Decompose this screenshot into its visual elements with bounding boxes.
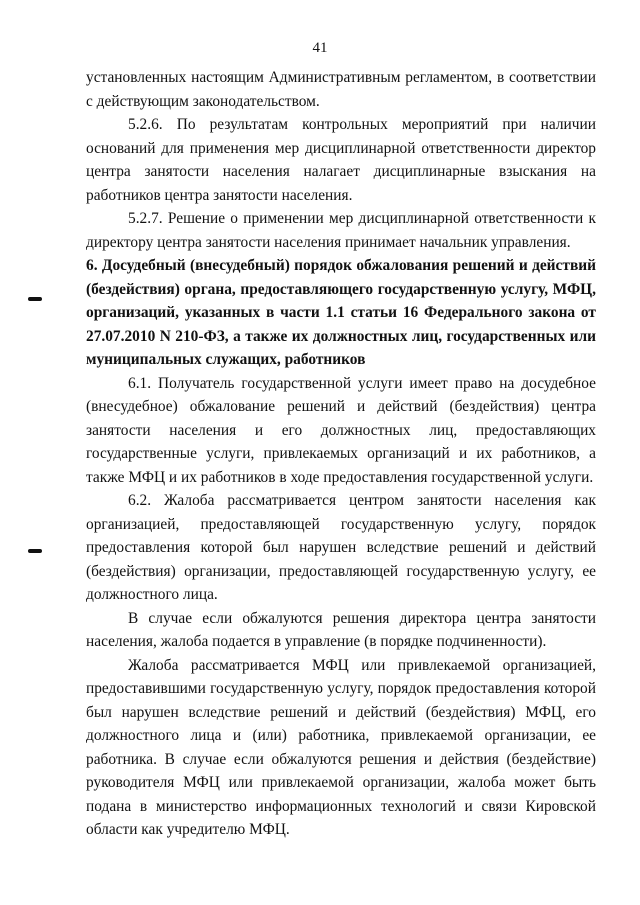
page-number: 41 bbox=[312, 40, 328, 56]
paragraph-6-2: 6.2. Жалоба рассматривается центром занятости населения как организацией, предоставляющей государственную услугу, порядок предоставления которой был нарушен вследствие решений и действий (бездействия) организации, предоставляющей государственную услугу, ее должностного лица. bbox=[86, 492, 596, 603]
hole-punch-mark-top bbox=[28, 297, 42, 301]
hole-punch-mark-bottom bbox=[28, 549, 42, 553]
paragraph-5-2-7: 5.2.7. Решение о применении мер дисциплинарной ответственности к директору центра занятости населения принимает начальник управления. bbox=[86, 210, 596, 251]
paragraph-5-2-6: 5.2.6. По результатам контрольных мероприятий при наличии оснований для применения мер дисциплинарной ответственности директор центра занятости населения налагает дисциплинарные взыскания на работников центра занятости населения. bbox=[86, 116, 596, 204]
section-heading-6: 6. Досудебный (внесудебный) порядок обжалования решений и действий (бездействия) органа, предоставляющего государственную услугу, МФЦ, организаций, указанных в части 1.1 статьи 16 Федерального закона от 27.07.2010 N 210-ФЗ, а также их должностных лиц, государственных или муниципальных служащих, работников bbox=[86, 257, 596, 368]
paragraph-continuation: установленных настоящим Административным регламентом, в соответствии с действующим законодательством. bbox=[86, 69, 596, 110]
paragraph-director-complaint: В случае если обжалуются решения директора центра занятости населения, жалоба подается в управление (в порядке подчиненности). bbox=[86, 609, 596, 650]
paragraph-6-1: 6.1. Получатель государственной услуги имеет право на досудебное (внесудебное) обжалование решений и действий (бездействия) центра занятости населения и его должностных лиц, предоставляющих государственные услуги, привлекаемых организаций и их работников, а также МФЦ и их работников в ходе предоставления государственной услуги. bbox=[86, 374, 596, 486]
document-body bbox=[86, 66, 596, 842]
paragraph-mfc-complaint: Жалоба рассматривается МФЦ или привлекаемой организацией, предоставившими государственную услугу, порядок предоставления которой был нарушен вследствие решений и действий (бездействия) МФЦ, его должностного лица и (или) работника, привлекаемой организации, ее работника. В случае если обжалуются решения и действия (бездействие) руководителя МФЦ или привлекаемой организации, жалоба может быть подана в министерство информационных технологий и связи Кировской области как учредителю МФЦ. bbox=[86, 656, 596, 838]
